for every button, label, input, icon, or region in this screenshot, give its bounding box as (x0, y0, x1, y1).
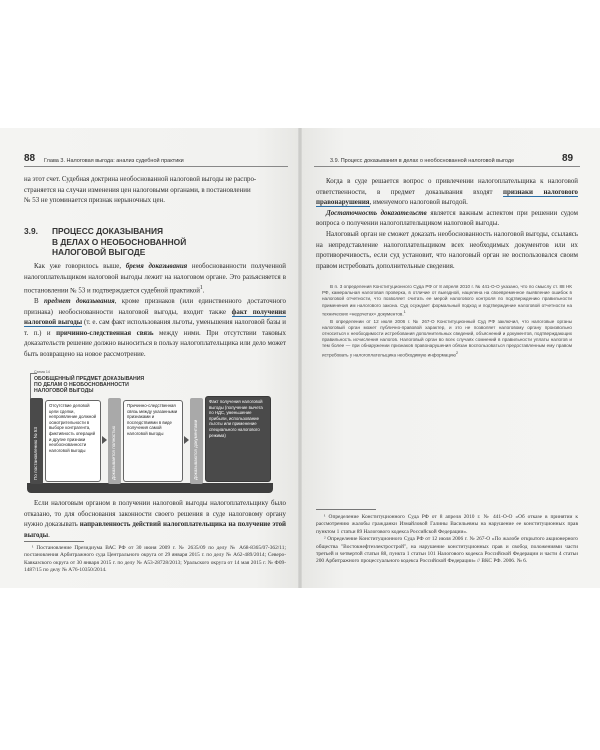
section-title (52, 226, 202, 258)
left-page-number: 88 (24, 153, 36, 164)
term-fact-of-benefit: факт получения налоговой выгоды (24, 308, 286, 327)
right-body (316, 177, 578, 272)
left-body (24, 262, 286, 361)
book-spread (0, 128, 600, 588)
term-sufficiency: Достаточность доказательств (326, 209, 427, 217)
left-header-rule (24, 166, 288, 167)
right-page (300, 128, 600, 588)
text-run: между ними. При отсутствии таковых доказательств решение должно выноситься в пользу налогоплательщика или дело может быть возвращено на новое рассмотрение. (24, 329, 286, 359)
scheme-arrow (184, 436, 189, 444)
left-intro-text (24, 175, 286, 207)
section-number: 3.9. (24, 226, 38, 236)
footnote-text: ¹ Определение Конституционного Суда РФ от 8 апреля 2010 г. № 441-О-О «Об отказе в принятии к рассмотрению жалобы гражданки Измайловой Галины Васильевны на нарушение ее конституционных прав пунктом 1 статьи 89 Налогового кодекса Российской Федерации». (316, 514, 578, 535)
text-run: Как уже говорилось выше, (34, 263, 126, 270)
term-tax-offense: признаки налогового правонарушения (316, 188, 578, 207)
left-page (0, 128, 300, 588)
scheme-strip-resolution-label: По постановлению № 53 (33, 427, 38, 480)
section-title-line: ПРОЦЕСС ДОКАЗЫВАНИЯ (52, 226, 163, 236)
scheme-label: Схема 14 (34, 370, 50, 374)
scheme-box-signs: Отсутствие деловой цели сделки, непроявление должной осмотрительности в выборе контрагента, фиктивность операций и другие признаки необоснованности налоговой выгоды (45, 400, 101, 482)
text-run: Если налоговым органом в получении налоговой выгоды налогоплательщику было отказано, то для обоснования законности своего решения в суде налоговому органу нужно доказывать (24, 500, 286, 529)
scheme-title-line: ОБОБЩЕННЫЙ ПРЕДМЕТ ДОКАЗЫВАНИЯ (34, 376, 145, 382)
scheme-title (34, 376, 144, 395)
note-text: В определении от 12 июля 2006 г. № 267-О Конституционный Суд РФ заключил, что налоговые органы налоговый орган может публично-правовой характер, и это не позволяет налоговому органу произвольно относиться к необходимости истребования дополнительных сведений, объяснений и документов, подтверждающих правильность исчисления налогов. Налоговый орган во всех случаях сомнений в правильности уплаты налогов и тем более — при обнаружении признаков правонарушения обязан воспользоваться предоставленным ему правом истребовать у налогоплательщика необходимую информацию (322, 318, 572, 358)
scheme-arrow (102, 436, 107, 444)
footnote-text: ¹ Постановление Президиума ВАС РФ от 30 июня 2009 г. № 2635/09 по делу № А68-8365/07-362/11; постановления Арбитражного суда Центрального округа от 29 января 2015 г. по делу № А62-489/2014; Северо-Кавказского округа от 30 января 2015 г. по делу № А53-28728/2013; Уральского округа от 14 мая 2015 г. № Ф09-1487/15 по делу № А76-10350/2014. (24, 545, 286, 574)
text-run: Когда в суде решается вопрос о привлечении налогоплательщика к налоговой ответственности, в предмет доказывания входят (316, 178, 578, 196)
footnote-ref: 1 (199, 285, 203, 292)
scheme-base-bar (27, 483, 273, 493)
intro-line: № 53 не упоминается признак нерыночных цен. (24, 197, 165, 205)
term-direction-of-actions: направленность действий налогоплательщика на получение этой выгоды (24, 521, 287, 539)
text-run: В (34, 298, 44, 306)
right-notes (322, 284, 572, 359)
intro-line: на этот счет. Судебная доктрина необоснованной налоговой выгоды не распро- (24, 176, 257, 183)
left-footnote (24, 545, 286, 575)
paragraph-request-right: Налоговый орган не сможет доказать необоснованность налоговой выгоды, ссылаясь на непредставление налогоплательщиком всех необходимых документов или их противоречивость, если суд установит, что налоговый орган не воспользовался своим правом истребовать дополнительные сведения. (316, 230, 578, 270)
scheme-box-fact-of-benefit: Факт получения налоговой выгоды (получение вычета по НДС, уменьшение прибыли, использование льготы или применение специального налогового режима) (205, 396, 271, 482)
section-title-line: В ДЕЛАХ О НЕОБОСНОВАННОЙ (52, 236, 187, 247)
paragraph-offense (316, 177, 578, 209)
text-run: необоснованности полученной налогоплательщиком налоговой выгоды лежит на налоговом органе. Это разъясняется в постановлении № 53 и подтверждается судебной практикой (24, 263, 286, 295)
scheme-box-causal-link: Причинно-следственная связь между указанными признаками и последствиями в виде получения самой налоговой выгоды (123, 400, 183, 482)
note-text: В п. 3 определения Конституционного Суда РФ от 8 апреля 2010 г. № 441-О-О указано, что по смыслу ст. 88 НК РФ, камеральная налоговая проверка, в отличие от выездной, нацелена на своевременное выявление ошибок в налоговой отчетности, что позволяет считать ее мерой налогового контроля по подтверждению правильности применения им налогового закона. Суд осуждает формальный подход и подтверждение налоговой отчетности на технических «недочетах» документов. (322, 284, 572, 317)
right-footnotes (316, 514, 578, 566)
paragraph-direction (24, 499, 286, 541)
scheme-strip-proved-label: Доказывается полностью (111, 425, 116, 480)
left-body-after-scheme (24, 499, 286, 541)
term-causal-link: причинно-следственная связь (56, 329, 154, 337)
term-burden-of-proof: бремя доказывания (125, 263, 188, 270)
term-subject-of-proof: предмет доказывания (43, 298, 115, 306)
paragraph-burden (24, 262, 286, 297)
text-run: , именуемого налоговой выгодой. (369, 199, 468, 207)
note-paragraph (322, 284, 572, 318)
intro-line: страняется на случаи изменения цен налоговыми органами, в постановлении (24, 186, 251, 194)
scheme-title-line: НАЛОГОВОЙ ВЫГОДЫ (34, 388, 94, 395)
text-run: является важным аспектом при решении судом вопроса о получении налогоплательщиком налоговой выгоды. (316, 209, 578, 228)
text-run: (т. е. сам факт использования льготы, уменьшения налоговой базы и т. п.) и (24, 319, 286, 337)
text-run: , кроме признаков (или единственного достаточного признака) необоснованности налоговой выгоды, входит также (24, 298, 286, 316)
right-footnote-rule (316, 509, 376, 510)
paragraph-sufficiency (316, 209, 578, 230)
section-title-line: НАЛОГОВОЙ ВЫГОДЕ (52, 247, 146, 257)
note-paragraph (322, 319, 572, 359)
text-run: . (48, 531, 50, 539)
right-page-number: 89 (562, 153, 574, 164)
left-running-head: Глава 3. Налоговая выгода: анализ судебной практики (44, 158, 184, 164)
right-header-rule (314, 166, 580, 167)
text-run: . (202, 287, 205, 295)
footnote-text: ² Определение Конституционного Суда РФ от 12 июля 2006 г. № 267-О «По жалобе открытого акционерного общества "Востокнефтеэлектрострой", на нарушение конституционных прав и свобод положениями части третьей и четвертой статьи 88, пункта 1 статьи 101 Налогового кодекса Российской Федерации и части 4 статьи 200 Арбитражного процессуального кодекса Российской Федерации» // ВКС РФ. 2006. № 6. (316, 536, 578, 565)
scheme-title-line: ПО ДЕЛАМ О НЕОБОСНОВАННОСТИ (34, 382, 129, 389)
paragraph-subject (24, 297, 286, 361)
scheme-strip-documents-label: Доказываются документами (193, 419, 198, 480)
right-running-head: 3.9. Процесс доказывания в делах о необоснованной налоговой выгоде (330, 158, 515, 164)
book-gutter (298, 128, 302, 588)
footnote-ref: 1 (403, 309, 406, 314)
left-footnote-rule (24, 541, 84, 542)
footnote-ref: 2 (456, 350, 459, 355)
